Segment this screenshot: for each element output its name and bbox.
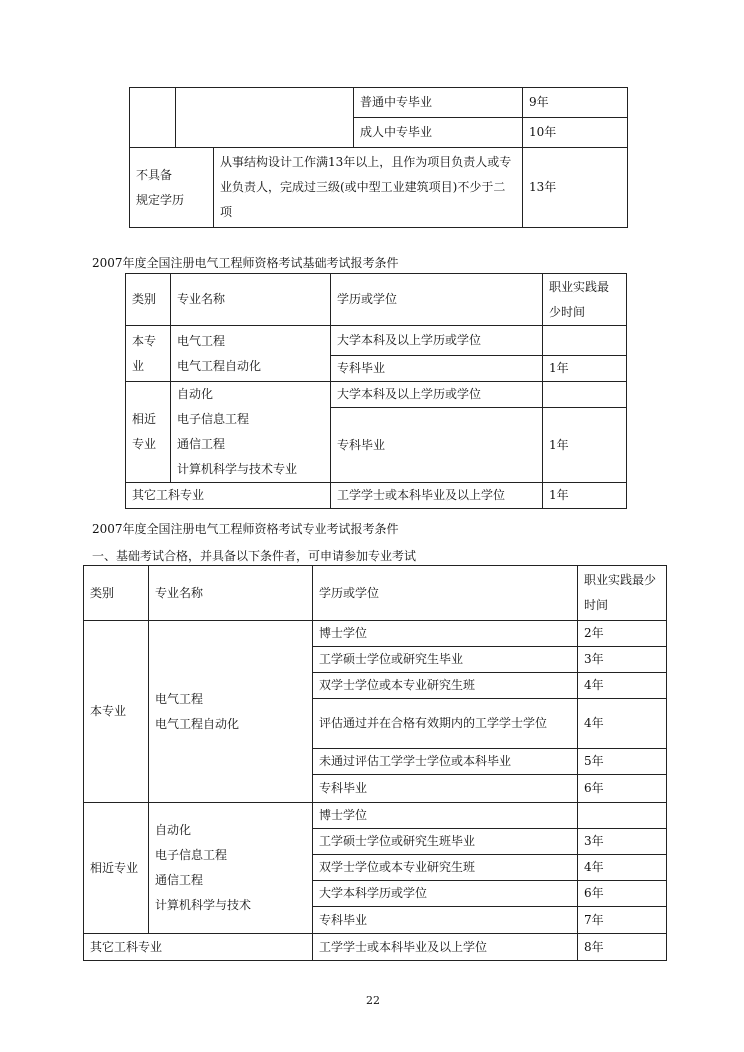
text: 自动化 xyxy=(177,387,214,401)
text: 电气工程自动化 xyxy=(177,358,262,373)
cell: 大学本科及以上学历或学位 xyxy=(331,382,543,408)
cell: 4年 xyxy=(578,699,667,749)
cell: 职业实践最少时间 xyxy=(578,566,667,621)
cell: 普通中专毕业 xyxy=(354,88,523,118)
cell: 大学本科学历或学位 xyxy=(313,881,578,907)
caption: 2007年度全国注册电气工程师资格考试基础考试报考条件 xyxy=(92,256,399,270)
cell: 成人中专毕业 xyxy=(354,118,523,148)
cell: 相近专业 xyxy=(126,382,171,483)
cell: 3年 xyxy=(578,647,667,673)
cell: 3年 xyxy=(578,829,667,855)
text: 不具备 xyxy=(136,167,173,182)
text: 电气工程 xyxy=(177,333,226,348)
table-continued xyxy=(129,87,628,228)
cell: 专科毕业 xyxy=(331,356,543,382)
text: 规定学历 xyxy=(136,192,185,207)
cell: 专科毕业 xyxy=(313,907,578,934)
table-row xyxy=(130,148,628,228)
cell: 博士学位 xyxy=(313,621,578,647)
cell: 工学硕士学位或研究生班毕业 xyxy=(313,829,578,855)
cell: 专业名称 xyxy=(171,274,331,326)
text: 电子信息工程 xyxy=(155,848,228,862)
professional-exam-table xyxy=(83,565,667,961)
caption: 2007年度全国注册电气工程师资格考试专业考试报考条件 xyxy=(92,522,399,536)
page-number: 22 xyxy=(366,994,380,1007)
cell: 4年 xyxy=(578,855,667,881)
text: 电气工程自动化 xyxy=(155,716,240,731)
cell: 工学学士或本科毕业及以上学位 xyxy=(313,934,578,961)
cell xyxy=(578,803,667,829)
cell xyxy=(171,382,331,483)
cell: 5年 xyxy=(578,749,667,775)
cell: 其它工科专业 xyxy=(84,934,313,961)
cell: 10年 xyxy=(523,118,628,148)
text: 通信工程 xyxy=(177,437,226,451)
cell: 评估通过并在合格有效期内的工学学士学位 xyxy=(313,699,578,749)
cell: 1年 xyxy=(543,356,627,382)
cell xyxy=(543,326,627,356)
cell: 类别 xyxy=(126,274,171,326)
cell: 工学学士或本科毕业及以上学位 xyxy=(331,483,543,509)
cell: 相近专业 xyxy=(84,803,149,934)
cell xyxy=(130,88,176,148)
cell: 职业实践最少时间 xyxy=(543,274,627,326)
cell xyxy=(149,803,313,934)
cell: 专业名称 xyxy=(149,566,313,621)
cell: 未通过评估工学学士学位或本科毕业 xyxy=(313,749,578,775)
text: 通信工程 xyxy=(155,873,204,887)
cell: 双学士学位或本专业研究生班 xyxy=(313,855,578,881)
cell: 1年 xyxy=(543,483,627,509)
cell: 7年 xyxy=(578,907,667,934)
cell xyxy=(130,148,214,228)
text: 计算机科学与技术专业 xyxy=(177,462,298,476)
cell: 其它工科专业 xyxy=(126,483,331,509)
cell: 大学本科及以上学历或学位 xyxy=(331,326,543,356)
cell xyxy=(543,382,627,408)
text: 自动化 xyxy=(155,823,192,837)
text: 电子信息工程 xyxy=(177,412,250,426)
cell: 工学硕士学位或研究生毕业 xyxy=(313,647,578,673)
cell: 9年 xyxy=(523,88,628,118)
table-header xyxy=(126,274,627,326)
cell: 6年 xyxy=(578,881,667,907)
cell: 本专业 xyxy=(84,621,149,803)
cell xyxy=(171,326,331,382)
cell: 1年 xyxy=(543,408,627,483)
cell: 从事结构设计工作满13年以上，且作为项目负责人或专业负责人，完成过三级(或中型工业建筑项目)不少于二项 xyxy=(214,148,523,228)
cell: 8年 xyxy=(578,934,667,961)
cell: 2年 xyxy=(578,621,667,647)
cell xyxy=(149,621,313,803)
cell: 13年 xyxy=(523,148,628,228)
cell xyxy=(176,88,354,148)
text: 电气工程 xyxy=(155,691,204,706)
text: 计算机科学与技术 xyxy=(155,898,252,912)
cell: 专科毕业 xyxy=(331,408,543,483)
cell: 4年 xyxy=(578,673,667,699)
cell: 专科毕业 xyxy=(313,775,578,803)
cell: 博士学位 xyxy=(313,803,578,829)
cell: 本专业 xyxy=(126,326,171,382)
cell: 双学士学位或本专业研究生班 xyxy=(313,673,578,699)
basic-exam-table xyxy=(125,273,627,509)
cell: 类别 xyxy=(84,566,149,621)
cell: 6年 xyxy=(578,775,667,803)
cell: 学历或学位 xyxy=(331,274,543,326)
cell: 学历或学位 xyxy=(313,566,578,621)
table-row xyxy=(130,88,628,118)
caption: 一、基础考试合格，并具备以下条件者，可申请参加专业考试 xyxy=(92,549,417,563)
